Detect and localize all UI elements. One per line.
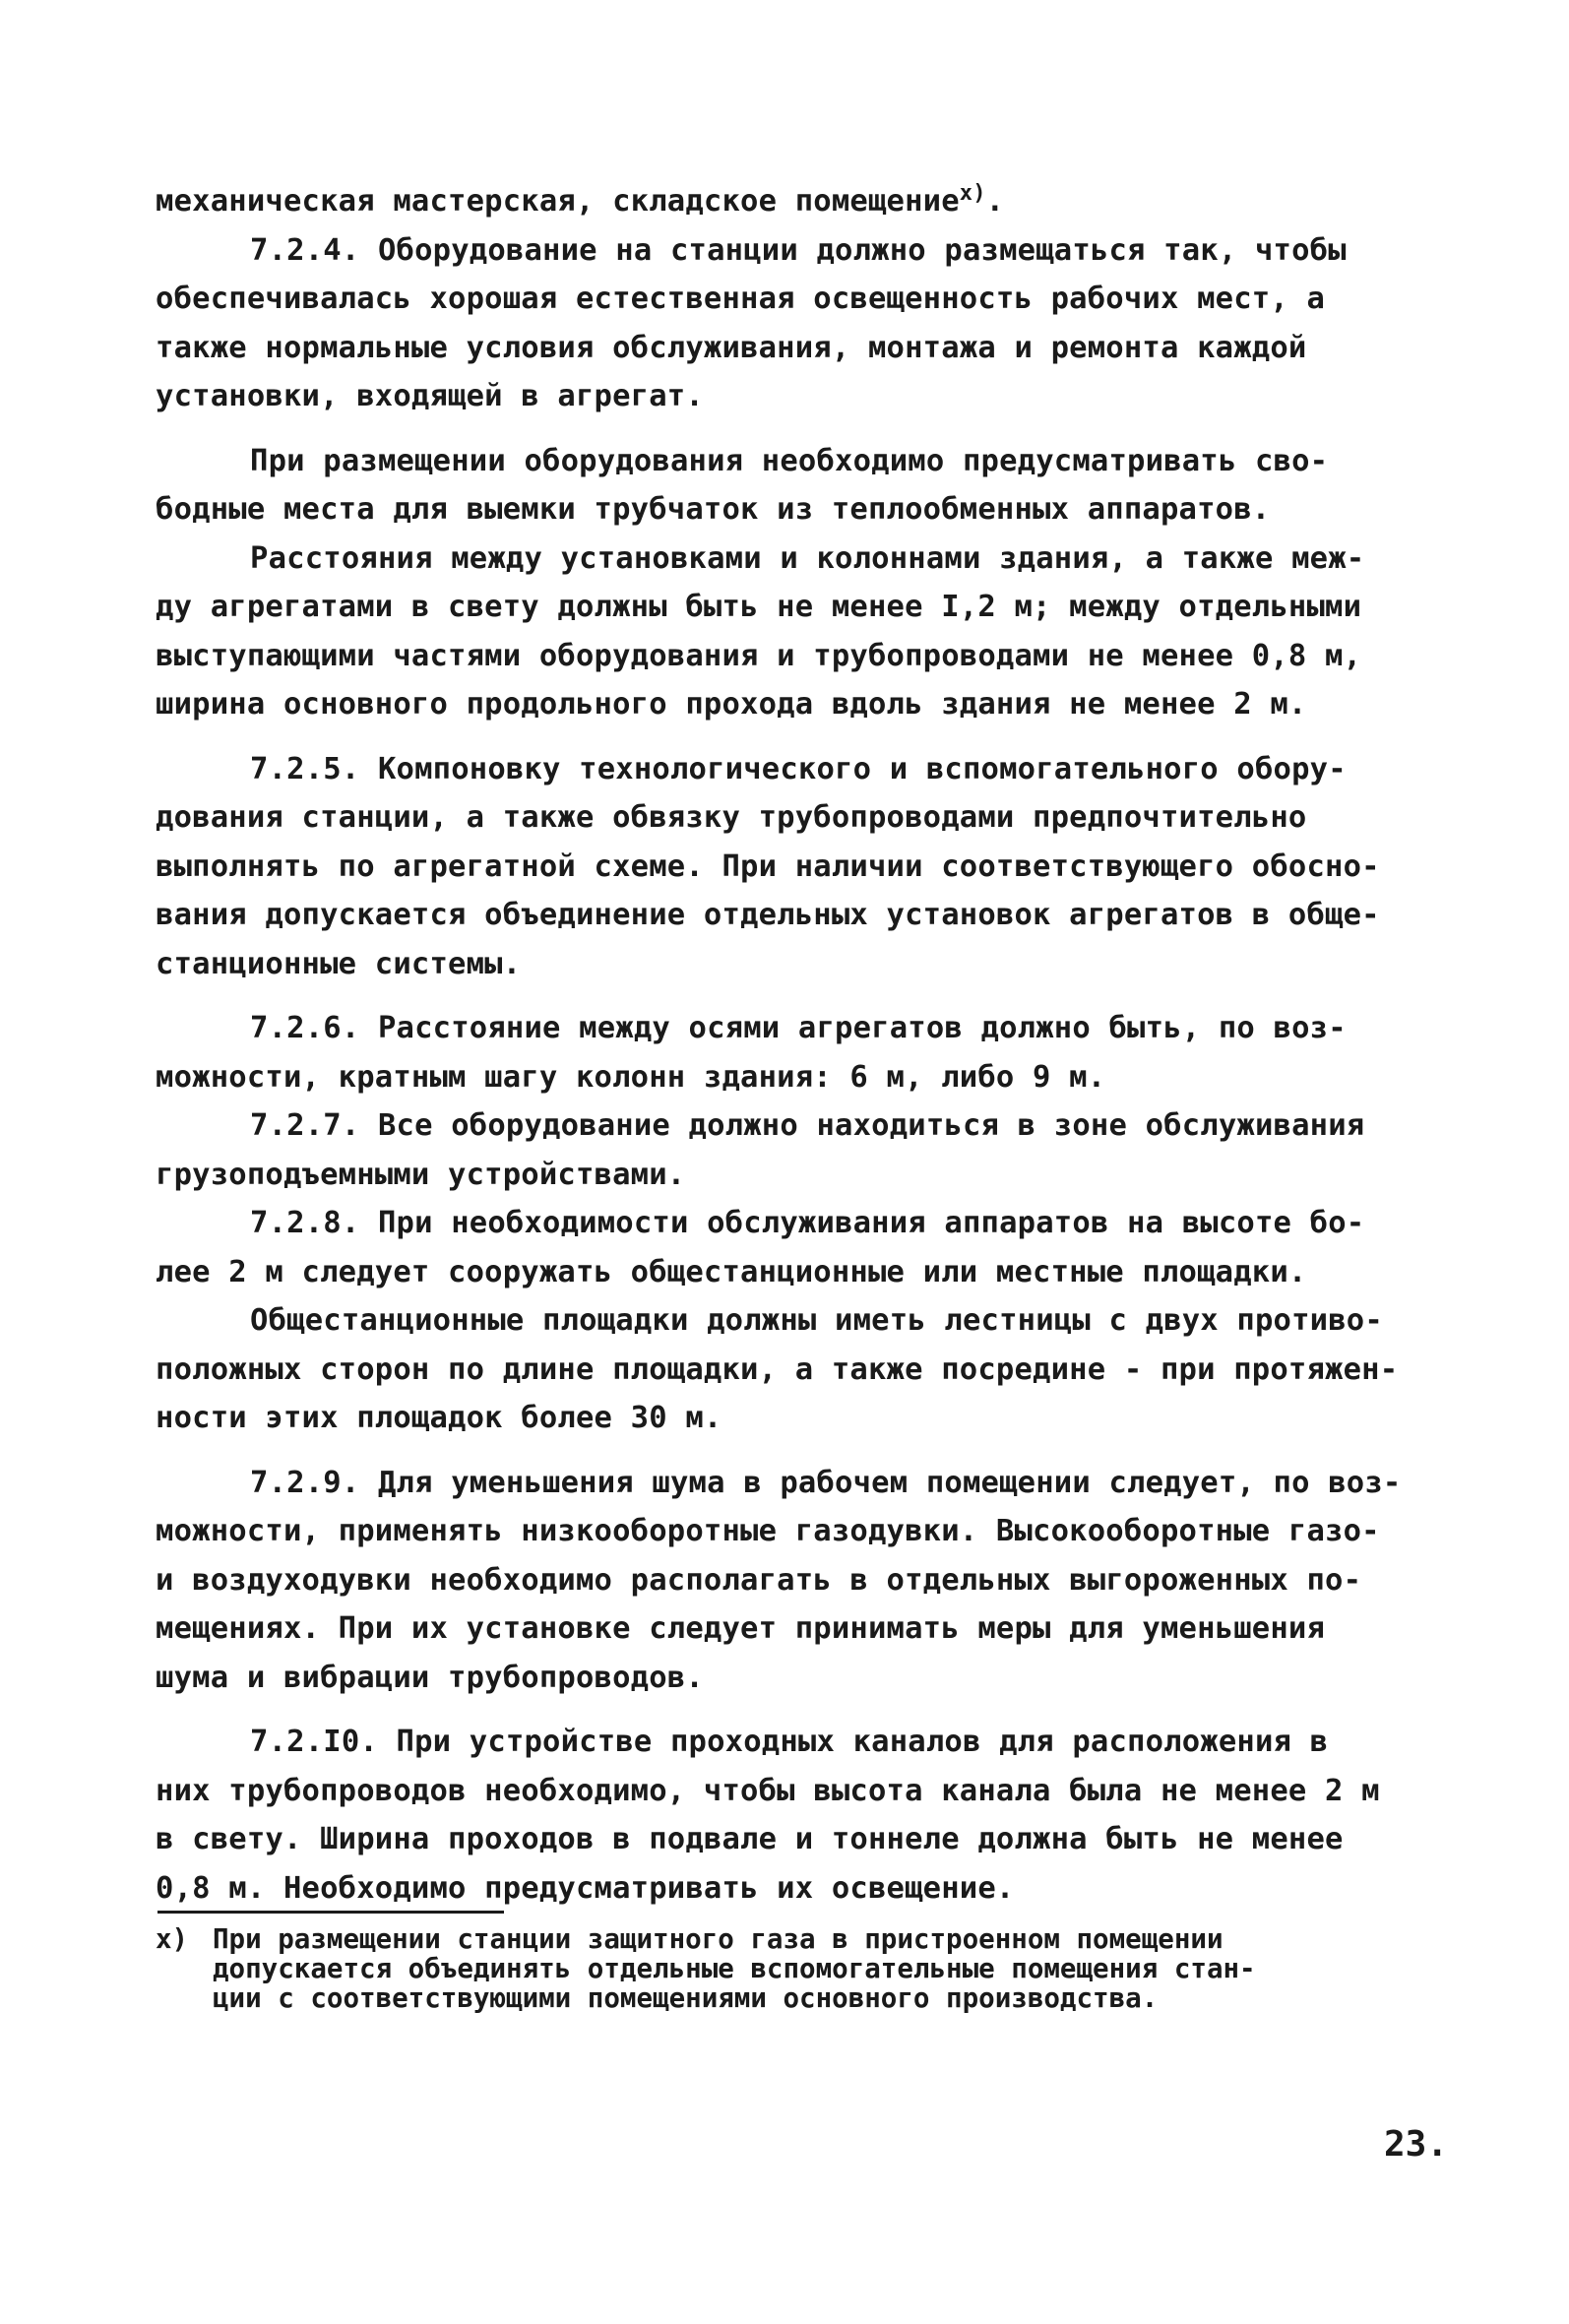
paragraph-text: механическая мастерская, складское помещение [156, 184, 960, 219]
paragraph-continuation [156, 177, 1455, 226]
paragraph-platforms: Общестанционные площадки должны иметь лестницы с двух противо- положных сторон по длине площадки, а также посредине - при протяжен- ности этих площадок более 30 м. [156, 1303, 1399, 1435]
paragraph-7-2-10: 7.2.I0. При устройстве проходных каналов для расположения в них трубопроводов необходимо, чтобы высота канала была не менее 2 м в свету. Ширина проходов в подвале и тоннеле должна быть не менее 0,8 м. Необходимо предусматривать их освещение. [156, 1725, 1380, 1906]
paragraph-7-2-5: 7.2.5. Компоновку технологического и вспомогательного обору- дования станции, а также обвязку трубопроводами предпочтительно выполнять по агрегатной схеме. При наличии соответствующего обосно- вания допускается объединение отдельных установок агрегатов в обще- станционные системы. [156, 751, 1380, 981]
footnote-divider [157, 1911, 504, 1914]
paragraph-7-2-7: 7.2.7. Все оборудование должно находиться в зоне обслуживания грузоподъемными устройствами. [156, 1108, 1365, 1192]
paragraph-7-2-6: 7.2.6. Расстояние между осями агрегатов должно быть, по воз- можности, кратным шагу колонн здания: 6 м, либо 9 м. [156, 1011, 1347, 1095]
footnote-reference: x) [959, 180, 986, 206]
page-number: 23. [1384, 2124, 1449, 2165]
paragraph-7-2-8: 7.2.8. При необходимости обслуживания аппаратов на высоте бо- лее 2 м следует сооружать общестанционные или местные площадки. [156, 1206, 1365, 1289]
paragraph-distances: Расстояния между установками и колоннами здания, а также меж- ду агрегатами в свету должны быть не менее I,2 м; между отдельными выступающими частями оборудования и трубопроводами не менее 0,8 м, ширина основного продольного прохода вдоль здания не менее 2 м. [156, 540, 1365, 722]
paragraph-equipment-spacing: При размещении оборудования необходимо предусматривать сво- бодные места для выемки трубчаток из теплообменных аппаратов. [156, 443, 1329, 527]
paragraph-7-2-9: 7.2.9. Для уменьшения шума в рабочем помещении следует, по воз- можности, применять низкооборотные газодувки. Высокооборотные газо- и воздуходувки необходимо располагать в отдельных выгороженных по- мещениях. При их установке следует принимать меры для уменьшения шума и вибрации трубопроводов. [156, 1465, 1402, 1695]
footnote-text: При размещении станции защитного газа в пристроенном помещении допускается объединять отдельные вспомогательные помещения стан- ции с соответствующими помещениями основного производства. [213, 1923, 1256, 2014]
body-text [156, 177, 1455, 1913]
paragraph-end-punct: . [985, 184, 1005, 219]
footnote [156, 1924, 1465, 2013]
paragraph-7-2-4: 7.2.4. Оборудование на станции должно размещаться так, чтобы обеспечивалась хорошая естественная освещенность рабочих мест, а также нормальные условия обслуживания, монтажа и ремонта каждой установки, входящей в агрегат. [156, 232, 1347, 413]
footnote-marker: x) [156, 1923, 189, 1955]
